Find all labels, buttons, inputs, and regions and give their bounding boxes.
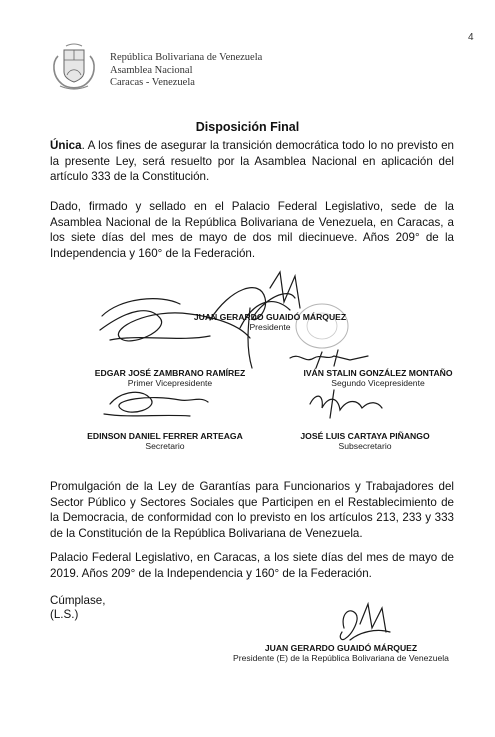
final-signature xyxy=(216,643,466,663)
signatory-first-vp xyxy=(70,368,270,388)
cumplase-block xyxy=(50,594,105,622)
cumplase-text: Cúmplase, xyxy=(50,594,106,607)
signatory-secretary xyxy=(60,431,270,451)
signatory-role: Presidente xyxy=(249,322,291,332)
unica-text: . A los fines de asegurar la transición democrática todo lo no previsto en la presente Ley, será resuelto por la Asamblea Nacional en aplicación del artículo 333 de la Constitución. xyxy=(50,139,454,183)
unica-paragraph xyxy=(50,138,454,185)
signatory-role: Segundo Vicepresidente xyxy=(331,378,425,388)
section-title: Disposición Final xyxy=(195,120,300,134)
header-assembly: Asamblea Nacional xyxy=(110,64,193,76)
signatory-subsecretary xyxy=(265,431,465,451)
ls-mark: (L.S.) xyxy=(50,608,79,621)
signatory-president xyxy=(150,312,390,332)
page-number: 4 xyxy=(468,32,474,43)
final-signatory-role: Presidente (E) de la República Bolivariana de Venezuela xyxy=(233,653,449,663)
unica-label: Única xyxy=(50,139,82,152)
signature-scribbles xyxy=(90,268,430,438)
header-city: Caracas - Venezuela xyxy=(110,77,195,88)
signatory-role: Subsecretario xyxy=(338,441,392,451)
coat-of-arms-icon xyxy=(48,42,100,92)
signatory-role: Secretario xyxy=(145,441,185,451)
final-signature-scribble xyxy=(330,598,410,648)
signatory-name: JOSÉ LUIS CARTAYA PIÑANGO xyxy=(300,431,430,441)
signatory-name: EDGAR JOSÉ ZAMBRANO RAMÍREZ xyxy=(94,368,246,378)
signatory-name: JUAN GERARDO GUAIDÓ MÁRQUEZ xyxy=(193,312,347,322)
signatory-second-vp xyxy=(278,368,478,388)
final-signatory-name: JUAN GERARDO GUAIDÓ MÁRQUEZ xyxy=(264,643,418,653)
institution-header xyxy=(110,52,262,90)
dado-paragraph: Dado, firmado y sellado en el Palacio Federal Legislativo, sede de la Asamblea Nacional de la República Bolivariana de Venezuela, en Caracas, a los siete días del mes de mayo de dos mil diecinueve. Años 209° de la Independencia y 160° de la Federación. xyxy=(50,200,454,260)
palacio-paragraph: Palacio Federal Legislativo, en Caracas, a los siete días del mes de mayo de 2019. Años 209° de la Independencia y 160° de la Federación. xyxy=(50,551,454,580)
signatory-role: Primer Vicepresidente xyxy=(127,378,213,388)
signatory-name: IVÁN STALIN GONZÁLEZ MONTAÑO xyxy=(303,368,453,378)
promulgation-paragraph: Promulgación de la Ley de Garantías para Funcionarios y Trabajadores del Sector Público y Sectores Sociales que Participen en el Restablecimiento de la Democracia, de conformidad con lo previsto en los artículos 213, 233 y 333 de la Constitución de la República Bolivariana de Venezuela. xyxy=(50,480,454,540)
header-country: República Bolivariana de Venezuela xyxy=(110,52,263,63)
signatory-name: EDINSON DANIEL FERRER ARTEAGA xyxy=(87,431,243,441)
